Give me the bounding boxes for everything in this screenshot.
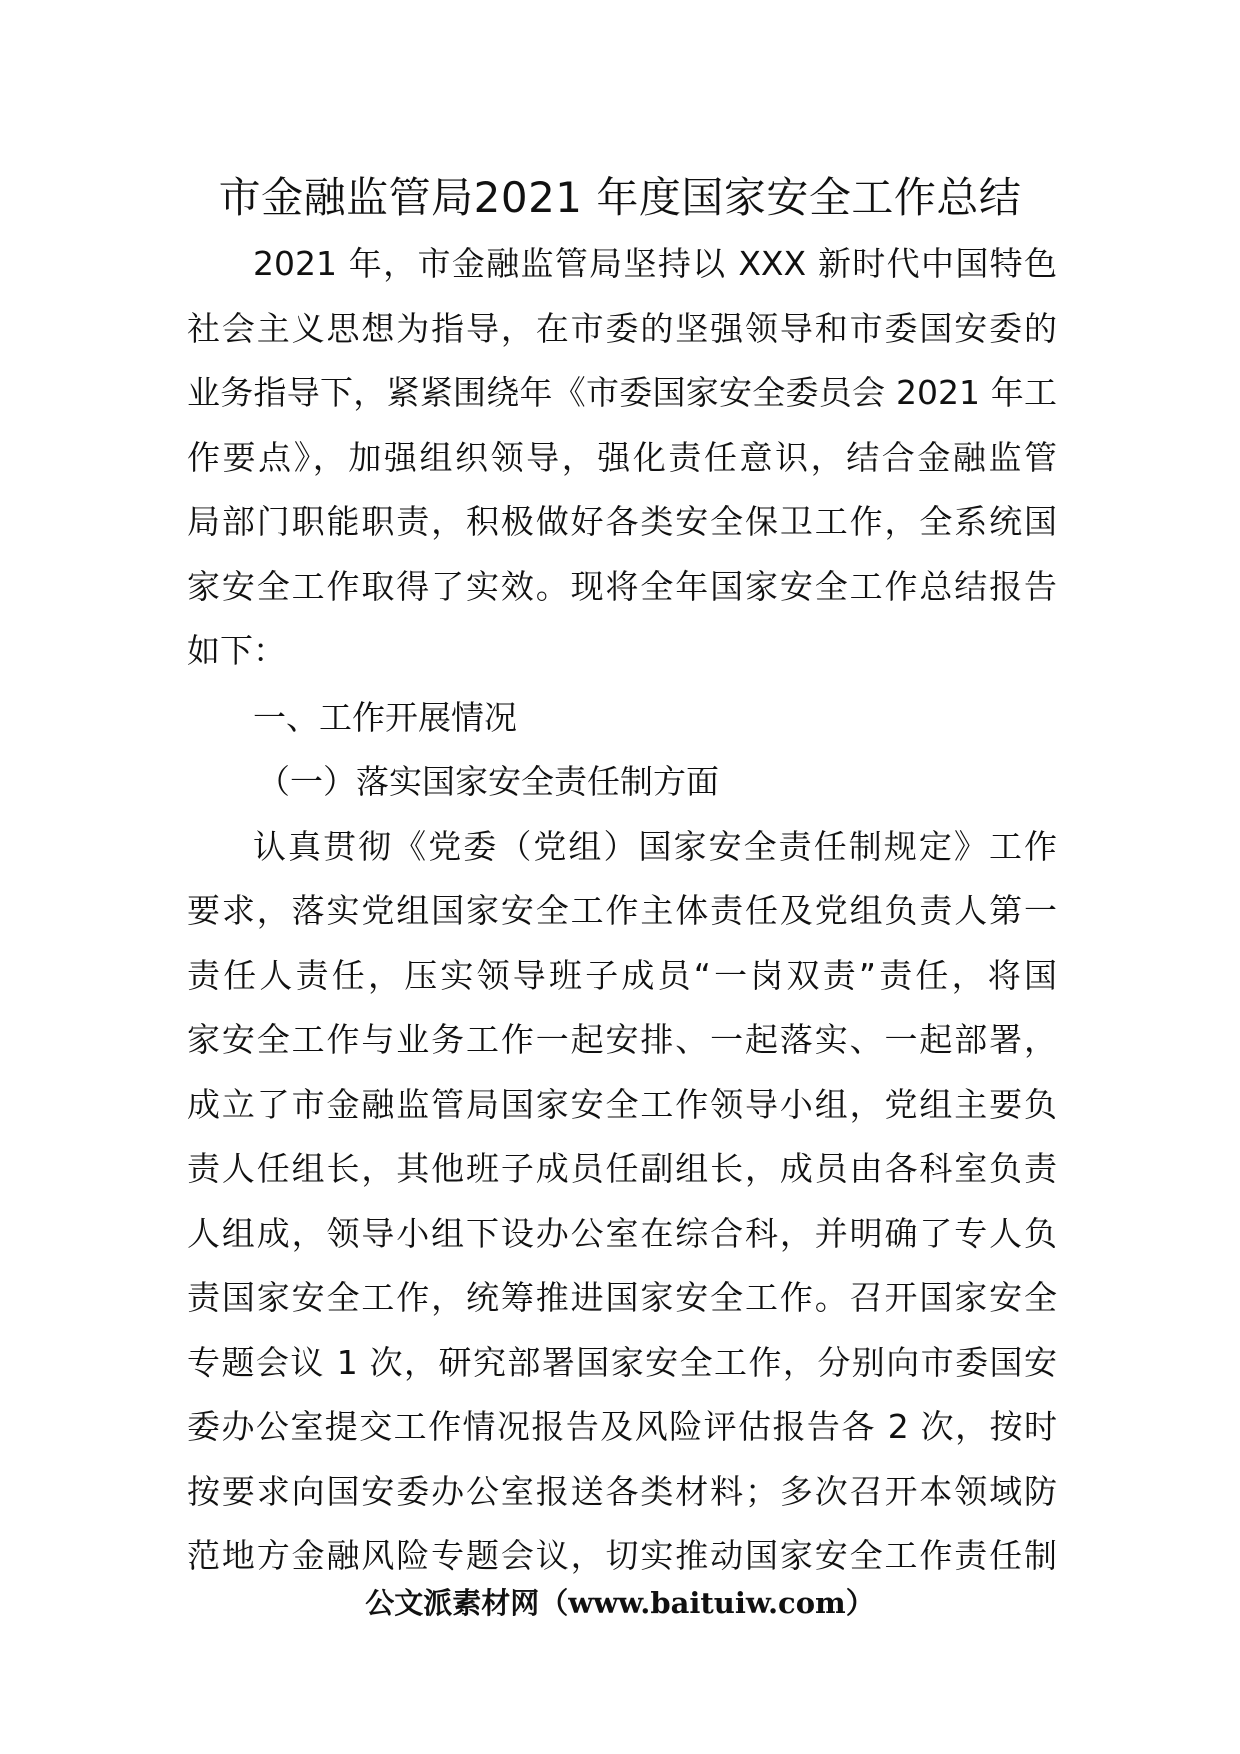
text-line: 专题会议 1 次，研究部署国家安全工作，分别向市委国安 [187,1342,1057,1382]
text-line: 2021 年，市金融监管局坚持以 XXX 新时代中国特色 [253,244,1057,283]
intro-paragraph [187,232,1057,684]
text-line: 家安全工作取得了实效。现将全年国家安全工作总结报告 [187,566,1057,606]
text-line: 社会主义思想为指导，在市委的坚强领导和市委国安委的 [187,308,1057,348]
text-line: 责任人责任，压实领导班子成员“一岗双责”责任，将国 [187,955,1057,995]
footer-watermark: 公文派素材网（www.baituiw.com） [365,1586,875,1620]
section-heading: 一、工作开展情况 [253,697,517,737]
text-line: 认真贯彻《党委（党组）国家安全责任制规定》工作 [253,826,1057,866]
text-line: 局部门职能职责，积极做好各类安全保卫工作，全系统国 [187,502,1057,541]
text-line: 委办公室提交工作情况报告及风险评估报告各 2 次，按时 [187,1407,1057,1446]
text-line: 业务指导下，紧紧围绕年《市委国家安全委员会 2021 年工 [187,373,1057,412]
text-line: 如下： [187,631,286,670]
text-line: 责人任组长，其他班子成员任副组长，成员由各科室负责 [187,1149,1057,1188]
text-line: 家安全工作与业务工作一起安排、一起落实、一起部署， [187,1020,1057,1059]
section-paragraph [187,815,1057,1589]
text-line: 要求，落实党组国家安全工作主体责任及党组负责人第一 [187,891,1057,930]
text-line: 按要求向国安委办公室报送各类材料；多次召开本领域防 [187,1471,1057,1511]
text-line: 范地方金融风险专题会议，切实推动国家安全工作责任制 [187,1536,1057,1575]
text-line: 成立了市金融监管局国家安全工作领导小组，党组主要负 [187,1084,1057,1124]
document-title: 市金融监管局2021 年度国家安全工作总结 [218,173,1022,222]
text-line: 作要点》，加强组织领导，强化责任意识，结合金融监管 [187,437,1057,477]
subsection-heading: （一）落实国家安全责任制方面 [257,762,719,801]
text-line: 责国家安全工作，统筹推进国家安全工作。召开国家安全 [187,1278,1057,1317]
document-body [187,232,1057,1589]
text-line: 人组成，领导小组下设办公室在综合科，并明确了专人负 [187,1213,1057,1253]
